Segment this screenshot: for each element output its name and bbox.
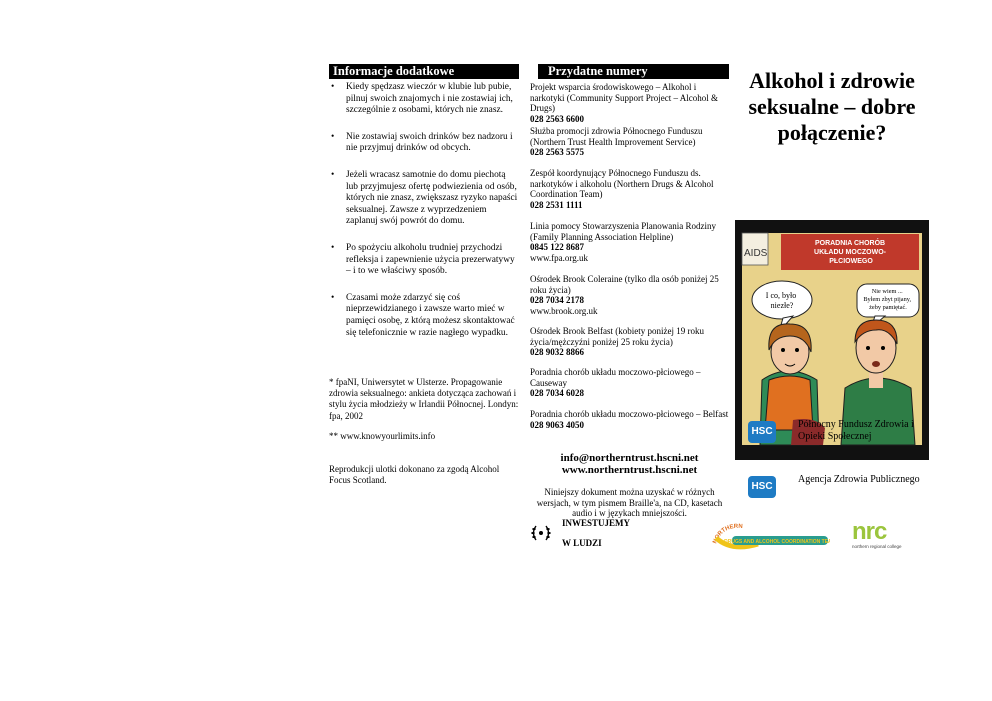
svg-text:NORTHERN: NORTHERN [712, 523, 743, 545]
contact-entry: Ośrodek Brook Coleraine (tylko dla osób poniżej 25 roku życia) 028 7034 2178 www.brook.org.uk [530, 274, 729, 316]
contact-entry: Poradnia chorób układu moczowo-płciowego – Causeway 028 7034 6028 [530, 367, 701, 399]
list-item: • Nie zostawiaj swoich drinków bez nadzoru i nie przyjmuj drinków od obcych. [331, 131, 513, 154]
contact-email[interactable]: info@northerntrust.hscni.net [560, 452, 699, 464]
footnote-survey: * fpaNI, Uniwersytet w Ulsterze. Propagowanie zdrowia seksualnego: ankieta dotycząca zachowań i stylu życia młodzieży w Irlandii Północnej. Londyn: fpa, 2002 [329, 377, 519, 421]
numbers-heading: Przydatne numery [538, 64, 729, 79]
nrc-subtitle: northern regional college [852, 544, 902, 549]
info-heading: Informacje dodatkowe [329, 64, 519, 79]
phone-number: 0845 122 8687 [530, 242, 584, 253]
contact-entry: Zespół koordynujący Północnego Funduszu ds. narkotyków i alkoholu (Northern Drugs & Alcohol Coordination Team) 028 2531 1111 [530, 168, 714, 210]
bullet-icon: • [331, 292, 335, 303]
contact-entry: Projekt wsparcia środowiskowego – Alkohol i narkotyki (Community Support Project – Alcohol & Drugs) 028 2563 6600 [530, 82, 718, 124]
info-panel [329, 64, 519, 486]
phone-number: 028 9063 4050 [530, 419, 584, 430]
availability-note: Niniejszy dokument można uzyskać w różnych wersjach, w tym pismem Braille'a, na CD, kasetach audio i w językach mniejszości. [536, 487, 723, 519]
bullet-icon: • [331, 131, 335, 142]
contact-entry: Linia pomocy Stowarzyszenia Planowania Rodziny (Family Planning Association Helpline) 0845 122 8687 www.fpa.org.uk [530, 221, 729, 263]
hsc-logo-icon: HSC [748, 421, 776, 443]
wall-poster: AIDS [744, 248, 768, 259]
ndact-logo-icon [712, 522, 830, 552]
bullet-icon: • [331, 82, 335, 92]
phone-number: 028 9032 8866 [530, 347, 584, 358]
website-link[interactable]: www.fpa.org.uk [530, 252, 588, 263]
nrc-logo [852, 520, 912, 552]
org-agency [732, 474, 932, 504]
bullet-icon: • [331, 169, 335, 180]
footnote-link: ** www.knowyourlimits.info [329, 431, 436, 441]
svg-text:I co, było niezłe?: I co, było niezłe? [765, 291, 797, 310]
investors-in-people-logo [530, 518, 670, 552]
nrc-mark: nrc [852, 518, 887, 545]
svg-text:DRUGS AND ALCOHOL COORDINATION: DRUGS AND ALCOHOL COORDINATION TEAM [724, 539, 830, 545]
org-trust [732, 419, 932, 449]
reproduction-note: Reprodukcji ulotki dokonano za zgodą Alcohol Focus Scotland. [329, 464, 500, 486]
list-item: • Kiedy spędzasz wieczór w klubie lub pubie, pilnuj swoich znajomych i nie zostawiaj ich, szczególnie z osobami, których nie znasz. [331, 82, 513, 116]
laurel-wreath-icon [530, 522, 552, 544]
phone-number: 028 7034 6028 [530, 388, 584, 399]
iil-text-2: W LUDZI [562, 538, 602, 548]
phone-number: 028 2563 5575 [530, 147, 584, 158]
phone-number: 028 2563 6600 [530, 113, 584, 124]
svg-text:Nie wiem ... Byłem zby: Nie wiem ... Byłem zbyt pijany, żeby pamiętać. [863, 288, 912, 311]
cover-title: Alkohol i zdrowie seksualne – dobre połączenie? [748, 68, 916, 145]
bullet-icon: • [331, 242, 335, 253]
ndact-logo [712, 522, 830, 552]
list-item: • Czasami może zdarzyć się coś nieprzewidzianego i zawsze warto mieć w pamięci osobę, z którą możesz skontaktować się telefonicznie w razie nagłego wypadku. [331, 292, 515, 338]
org-name-agency: Agencja Zdrowia Publicznego [798, 474, 920, 485]
iil-text-1: INWESTUJEMY [562, 518, 631, 528]
phone-number: 028 7034 2178 [530, 295, 584, 306]
phone-number: 028 2531 1111 [530, 199, 583, 210]
contact-entry: Poradnia chorób układu moczowo-płciowego – Belfast 028 9063 4050 [530, 409, 729, 430]
svg-text:PORADNIA CHORÓB UKŁADU: PORADNIA CHORÓB UKŁADU MOCZOWO- PŁCIOWEGO [814, 240, 886, 265]
info-list [329, 82, 519, 339]
list-item: • Jeżeli wracasz samotnie do domu piechotą lub przyjmujesz ofertę podwiezienia od osób, których nie znasz, zwiększasz ryzyko napaści seksualnej. Zawsze z wyprzedzeniem zaplanuj swój powrót do domu. [331, 169, 518, 227]
contact-entry: Ośrodek Brook Belfast (kobiety poniżej 19 roku życia/mężczyźni poniżej 25 roku życia) 028 9032 8866 [530, 326, 704, 358]
list-item: • Po spożyciu alkoholu trudniej przychodzi refleksja i zapewnienie użycia prezerwatywy – i to we właściwy sposób. [331, 242, 515, 277]
numbers-panel [530, 64, 729, 519]
hsc-logo-icon: HSC [748, 476, 776, 498]
org-name-trust: Północny Fundusz Zdrowia i Opieki Społecznej [798, 419, 914, 442]
contact-entry: Służba promocji zdrowia Północnego Funduszu (Northern Trust Health Improvement Service) 028 2563 5575 [530, 126, 703, 158]
website-link[interactable]: www.brook.org.uk [530, 305, 598, 316]
contact-website[interactable]: www.northerntrust.hscni.net [561, 464, 698, 476]
